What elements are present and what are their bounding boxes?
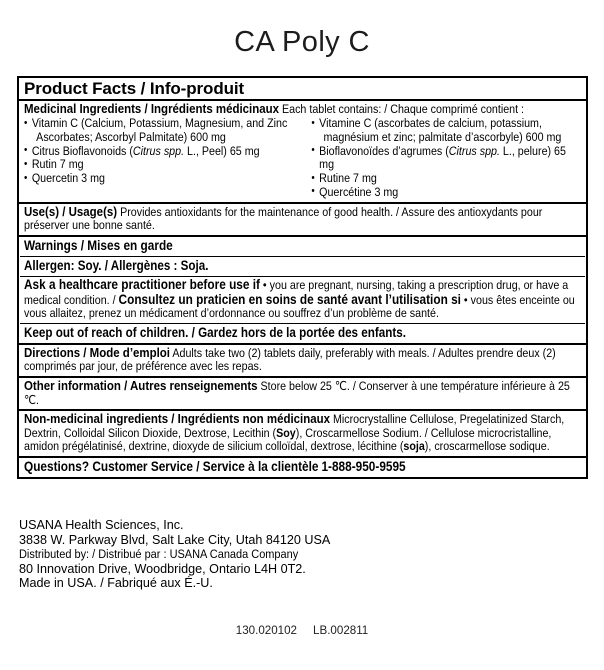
non-medicinal-label: Non-medicinal ingredients / Ingrédients non médicinaux <box>24 411 330 427</box>
warnings-heading: Warnings / Mises en garde <box>24 237 173 253</box>
list-item <box>311 145 581 173</box>
ingredient-text-after: L., Peel) 65 mg <box>184 143 260 158</box>
non-medicinal-text-en: Microcrystalline Cellulose, Pregelatinized Starch, Dextrin, Colloidal Silicon Dioxide, Dextrose, Lecithin ( <box>24 412 565 440</box>
directions-text: Adults take two (2) tablets daily, preferably with meals. / Adultes prendre deux (2) comprimés par jour, de préférence avec les repas. <box>24 345 556 374</box>
directions-label: Directions / Mode d’emploi <box>24 344 170 360</box>
list-item <box>24 117 303 145</box>
other-information-row <box>19 378 586 411</box>
warnings-heading-row <box>20 237 585 257</box>
ingredient-column-english <box>24 117 303 200</box>
ingredient-text: Vitamine C (ascorbates de calcium, potassium, <box>319 116 542 130</box>
medicinal-ingredients-row <box>19 101 586 204</box>
list-item <box>24 145 303 159</box>
panel-heading: Product Facts / Info-produit <box>19 78 586 101</box>
ingredient-text: Vitamin C (Calcium, Potassium, Magnesium, and Zinc <box>31 116 288 130</box>
list-item: • Rutin 7 mg <box>24 158 303 172</box>
allergen-row <box>20 257 585 277</box>
list-item: • Quercétine 3 mg <box>311 186 581 200</box>
distributor-address: 80 Innovation Drive, Woodbridge, Ontario L4H 0T2. <box>19 561 306 576</box>
uses-row <box>19 204 586 237</box>
other-information-text: Store below 25 ℃. / Conserver à une température inférieure à 25 ℃. <box>24 378 570 407</box>
ask-practitioner-text-en: • you are pregnant, nursing, taking a prescription drug, or have a medical condition. / <box>24 277 569 307</box>
ingredient-columns <box>24 117 581 200</box>
directions-row <box>19 345 586 378</box>
non-medicinal-text-mid: ), Croscarmellose Sodium. / Cellulose microcristalline, amidon prégélatinisé, dextrine, dioxyde de silicium colloïdal, dextrose, lécithine ( <box>24 425 552 454</box>
questions-row <box>19 458 586 477</box>
footer-address-block <box>19 518 519 591</box>
other-information-label: Other information / Autres renseignements <box>24 377 258 393</box>
ask-practitioner-text-fr: • vous êtes enceinte ou vous allaitez, prenez un médicament d’ordonnance ou souffrez d’un problème de santé. <box>24 292 575 321</box>
medicinal-ingredients-header <box>24 102 581 117</box>
ingredient-column-french <box>303 117 582 200</box>
distributor-line: Distributed by: / Distribué par : USANA Canada Company <box>19 547 299 562</box>
ingredient-text: Bioflavonoïdes d’agrumes ( <box>319 143 449 158</box>
ingredient-text-after: L., pelure) 65 mg <box>319 143 566 172</box>
uses-text: Provides antioxidants for the maintenance of good health. / Assure des antioxydants pour préserver une bonne santé. <box>24 204 543 233</box>
product-code: 130.020102 <box>235 624 298 637</box>
company-address: 3838 W. Parkway Blvd, Salt Lake City, Utah 84120 USA <box>19 532 331 547</box>
questions-label: Questions? Customer Service / Service à la clientèle <box>24 458 319 474</box>
ask-practitioner-row <box>20 277 585 324</box>
label-code: LB.002811 <box>313 624 369 637</box>
list-item: • Quercetin 3 mg <box>24 172 303 186</box>
ingredient-text: Citrus Bioflavonoids ( <box>31 143 133 158</box>
allergen-text: Allergen: Soy. / Allergènes : Soja. <box>24 257 209 273</box>
uses-label: Use(s) / Usage(s) <box>24 203 118 219</box>
product-facts-panel <box>17 76 588 479</box>
list-item: • Rutine 7 mg <box>311 172 581 186</box>
ingredient-latin-name: Citrus spp. <box>448 143 500 158</box>
page-title: CA Poly C <box>234 26 370 58</box>
ask-practitioner-label-fr: Consultez un praticien en soins de santé avant l’utilisation si <box>118 291 461 307</box>
ingredient-latin-name: Citrus spp. <box>132 143 185 158</box>
customer-service-phone[interactable]: 1-888-950-9595 <box>321 458 406 474</box>
company-name: USANA Health Sciences, Inc. <box>19 518 184 532</box>
non-medicinal-ingredients-row <box>19 411 586 458</box>
list-item <box>311 117 581 145</box>
medicinal-ingredients-label: Medicinal Ingredients / Ingrédients médicinaux <box>24 101 280 116</box>
allergen-soja-bold: soja <box>403 439 425 454</box>
made-in-line: Made in USA. / Fabriqué aux É.-U. <box>19 576 213 591</box>
ingredient-continuation: Ascorbates; Ascorbyl Palmitate) 600 mg <box>36 129 226 144</box>
keep-out-of-reach-text: Keep out of reach of children. / Gardez hors de la portée des enfants. <box>24 324 406 340</box>
ask-practitioner-label-en: Ask a healthcare practitioner before use if <box>24 276 260 292</box>
keep-out-of-reach-row <box>19 324 586 345</box>
allergen-soy-bold: Soy <box>276 425 296 440</box>
footer-codes <box>0 624 604 637</box>
medicinal-ingredients-intro: Each tablet contains: / Chaque comprimé contient : <box>281 102 525 116</box>
non-medicinal-text-fr: ), croscarmellose sodique. <box>424 439 550 454</box>
ingredient-continuation: magnésium et zinc; palmitate d’ascorbyle) 600 mg <box>323 129 562 144</box>
